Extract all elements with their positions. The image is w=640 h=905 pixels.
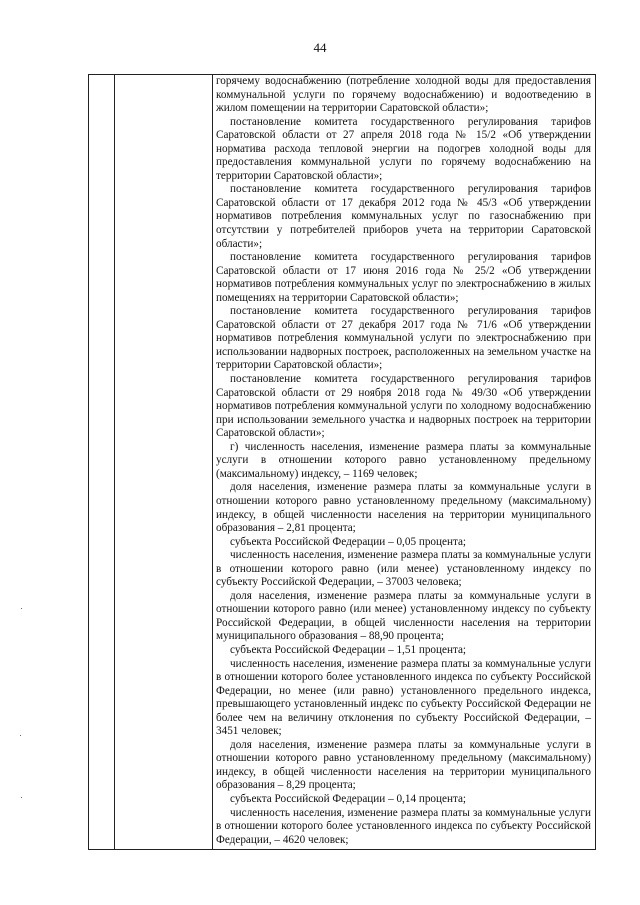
paragraph: постановление комитета государственного регулирования тарифов Саратовской области от 17 декабря 2012 года № 45/3 «Об утверждении нормативов потребления коммунальных услуг по газоснабжению при отсутствии у потребителей приборов учета на территории Саратовской области»; xyxy=(216,183,591,250)
scan-speck xyxy=(21,608,22,609)
paragraph: доля населения, изменение размера платы за коммунальные услуги в отношении которого равно установленному предельному (максимальному) индексу, в общей численности населения на территории муниципального образования – 8,29 процента; xyxy=(216,738,591,792)
paragraph: постановление комитета государственного регулирования тарифов Саратовской области от 17 июня 2016 года № 25/2 «Об утверждении нормативов потребления коммунальных услуг по электроснабжению в жилых помещениях на территории Саратовской области»; xyxy=(216,251,591,304)
document-table xyxy=(88,74,596,850)
paragraph: численность населения, изменение размера платы за коммунальные услуги в отношении которого более установленного индекса по субъекту Российской Федерации, но менее (или равно) установленного предельного индекса, превышающего установленный индекс по субъекту Российской Федерации не более чем на величину отклонения по субъекту Российской Федерации, – 3451 человек; xyxy=(216,657,591,738)
scan-speck xyxy=(20,735,21,736)
paragraph: постановление комитета государственного регулирования тарифов Саратовской области от 27 апреля 2018 года № 15/2 «Об утверждении норматива расхода тепловой энергии на подогрев холодной воды для предоставления коммунальной услуги по горячему водоснабжению на территории Саратовской области»; xyxy=(216,115,591,182)
paragraph: постановление комитета государственного регулирования тарифов Саратовской области от 29 ноября 2018 года № 49/30 «Об утверждении нормативов потребления коммунальной услуги по холодному водоснабжению при использовании земельного участка и надворных построек на территории Саратовской области»; xyxy=(216,373,591,440)
text-cell xyxy=(213,75,593,847)
paragraph: численность населения, изменение размера платы за коммунальные услуги в отношении которого равно (или менее) установленному индексу по субъекту Российской Федерации, – 37003 человека; xyxy=(216,549,591,589)
paragraph: доля населения, изменение размера платы за коммунальные услуги в отношении которого равно установленному предельному (максимальному) индексу, в общей численности населения на территории муниципального образования – 2,81 процента; xyxy=(216,481,591,535)
page-number: 44 xyxy=(313,40,327,55)
paragraph: постановление комитета государственного регулирования тарифов Саратовской области от 27 декабря 2017 года № 71/6 «Об утверждении нормативов потребления коммунальной услуги по электроснабжению при использовании надворных построек, расположенных на земельном участке на территории Саратовской области»; xyxy=(216,305,591,372)
paragraph: субъекта Российской Федерации – 1,51 процента; xyxy=(230,643,467,656)
column-divider-1 xyxy=(114,75,115,849)
paragraph: численность населения, изменение размера платы за коммунальные услуги в отношении которого более установленного индекса по субъекту Российской Федерации, – 4620 человек; xyxy=(216,806,591,846)
paragraph: г) численность населения, изменение размера платы за коммунальные услуги в отношении которого равно установленному предельному (максимальному) индексу, – 1169 человек; xyxy=(216,440,591,480)
scan-speck xyxy=(21,797,22,798)
paragraph: доля населения, изменение размера платы за коммунальные услуги в отношении которого равно (или менее) установленному индексу по субъекту Российской Федерации, в общей численности населения на территории муниципального образования – 88,90 процента; xyxy=(216,589,591,643)
paragraph: субъекта Российской Федерации – 0,14 процента; xyxy=(230,792,467,805)
paragraph: горячему водоснабжению (потребление холодной воды для предоставления коммунальной услуги по горячему водоснабжению) и водоотведению в жилом помещении на территории Саратовской области»; xyxy=(216,75,591,115)
paragraph: субъекта Российской Федерации – 0,05 процента; xyxy=(230,535,467,548)
